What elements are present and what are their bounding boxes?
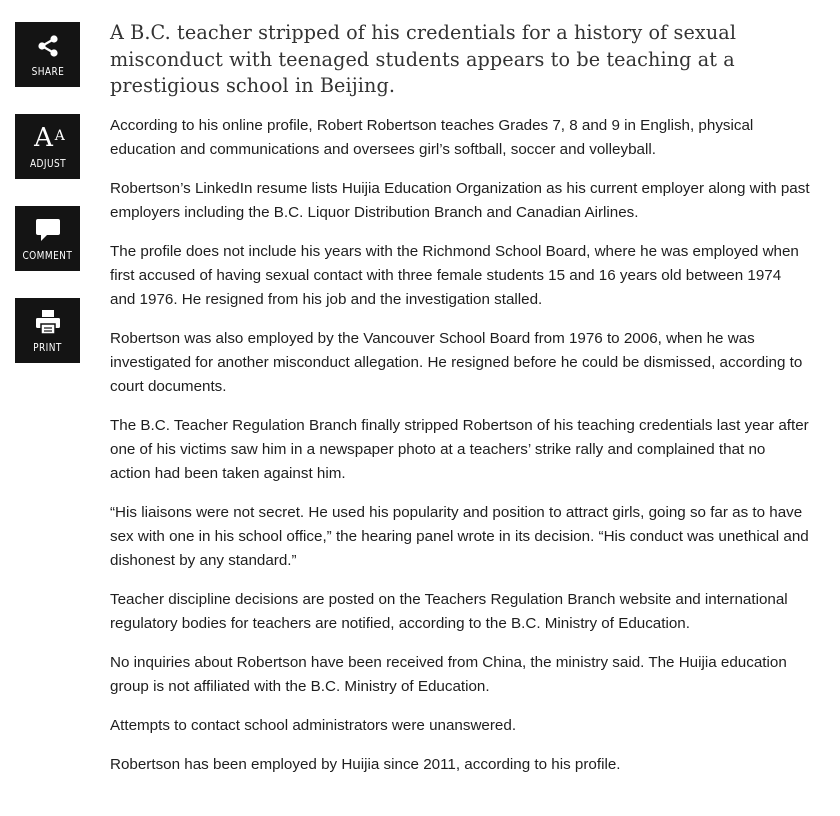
article-body	[110, 20, 810, 792]
text-size-icon	[34, 123, 65, 153]
article-paragraph: According to his online profile, Robert Robertson teaches Grades 7, 8 and 9 in English, physical education and communications and oversees girl’s softball, soccer and volleyball.	[110, 116, 754, 158]
article-paragraph: “His liaisons were not secret. He used his popularity and position to attract girls, going so far as to have sex with one in his school office,” the hearing panel wrote in its decision. “His conduct was unethical and dishonest by any standard.”	[110, 503, 809, 569]
adjust-label: ADJUST	[29, 157, 66, 170]
article-paragraph: Robertson has been employed by Huijia since 2011, according to his profile.	[110, 755, 621, 773]
article-paragraph: No inquiries about Robertson have been received from China, the ministry said. The Huijia education group is not affiliated with the B.C. Ministry of Education.	[110, 653, 787, 695]
text-size-glyph-large: A	[34, 123, 53, 153]
comment-icon	[35, 215, 61, 245]
article-paragraph: The profile does not include his years with the Richmond School Board, where he was employed when first accused of having sexual contact with three female students 15 and 16 years old between 1974 and 1976. He resigned from his job and the investigation stalled.	[110, 242, 799, 308]
share-button[interactable]	[15, 22, 80, 87]
article-paragraph: Robertson’s LinkedIn resume lists Huijia Education Organization as his current employer along with past employers including the B.C. Liquor Distribution Branch and Canadian Airlines.	[110, 179, 810, 221]
comment-label: COMMENT	[22, 249, 73, 262]
share-label: SHARE	[31, 65, 64, 78]
print-label: PRINT	[33, 341, 62, 354]
printer-icon	[35, 307, 61, 337]
print-button[interactable]	[15, 298, 80, 363]
text-size-glyph-small: A	[54, 128, 65, 144]
article-paragraph: The B.C. Teacher Regulation Branch finally stripped Robertson of his teaching credentials last year after one of his victims saw him in a newspaper photo at a teachers’ strike rally and complained that no action had been taken against him.	[110, 416, 809, 482]
article-paragraph: Teacher discipline decisions are posted on the Teachers Regulation Branch website and international regulatory bodies for teachers are notified, according to the B.C. Ministry of Education.	[110, 590, 788, 632]
article-paragraph: Robertson was also employed by the Vancouver School Board from 1976 to 2006, when he was investigated for another misconduct allegation. He resigned before he could be dismissed, according to court documents.	[110, 329, 803, 395]
adjust-text-button[interactable]	[15, 114, 80, 179]
article-paragraph: Attempts to contact school administrators were unanswered.	[110, 716, 517, 734]
article-tools-sidebar	[15, 22, 80, 390]
share-icon	[36, 31, 60, 61]
article-lede: A B.C. teacher stripped of his credentials for a history of sexual misconduct with teenaged students appears to be teaching at a prestigious school in Beijing.	[110, 21, 737, 97]
comment-button[interactable]	[15, 206, 80, 271]
